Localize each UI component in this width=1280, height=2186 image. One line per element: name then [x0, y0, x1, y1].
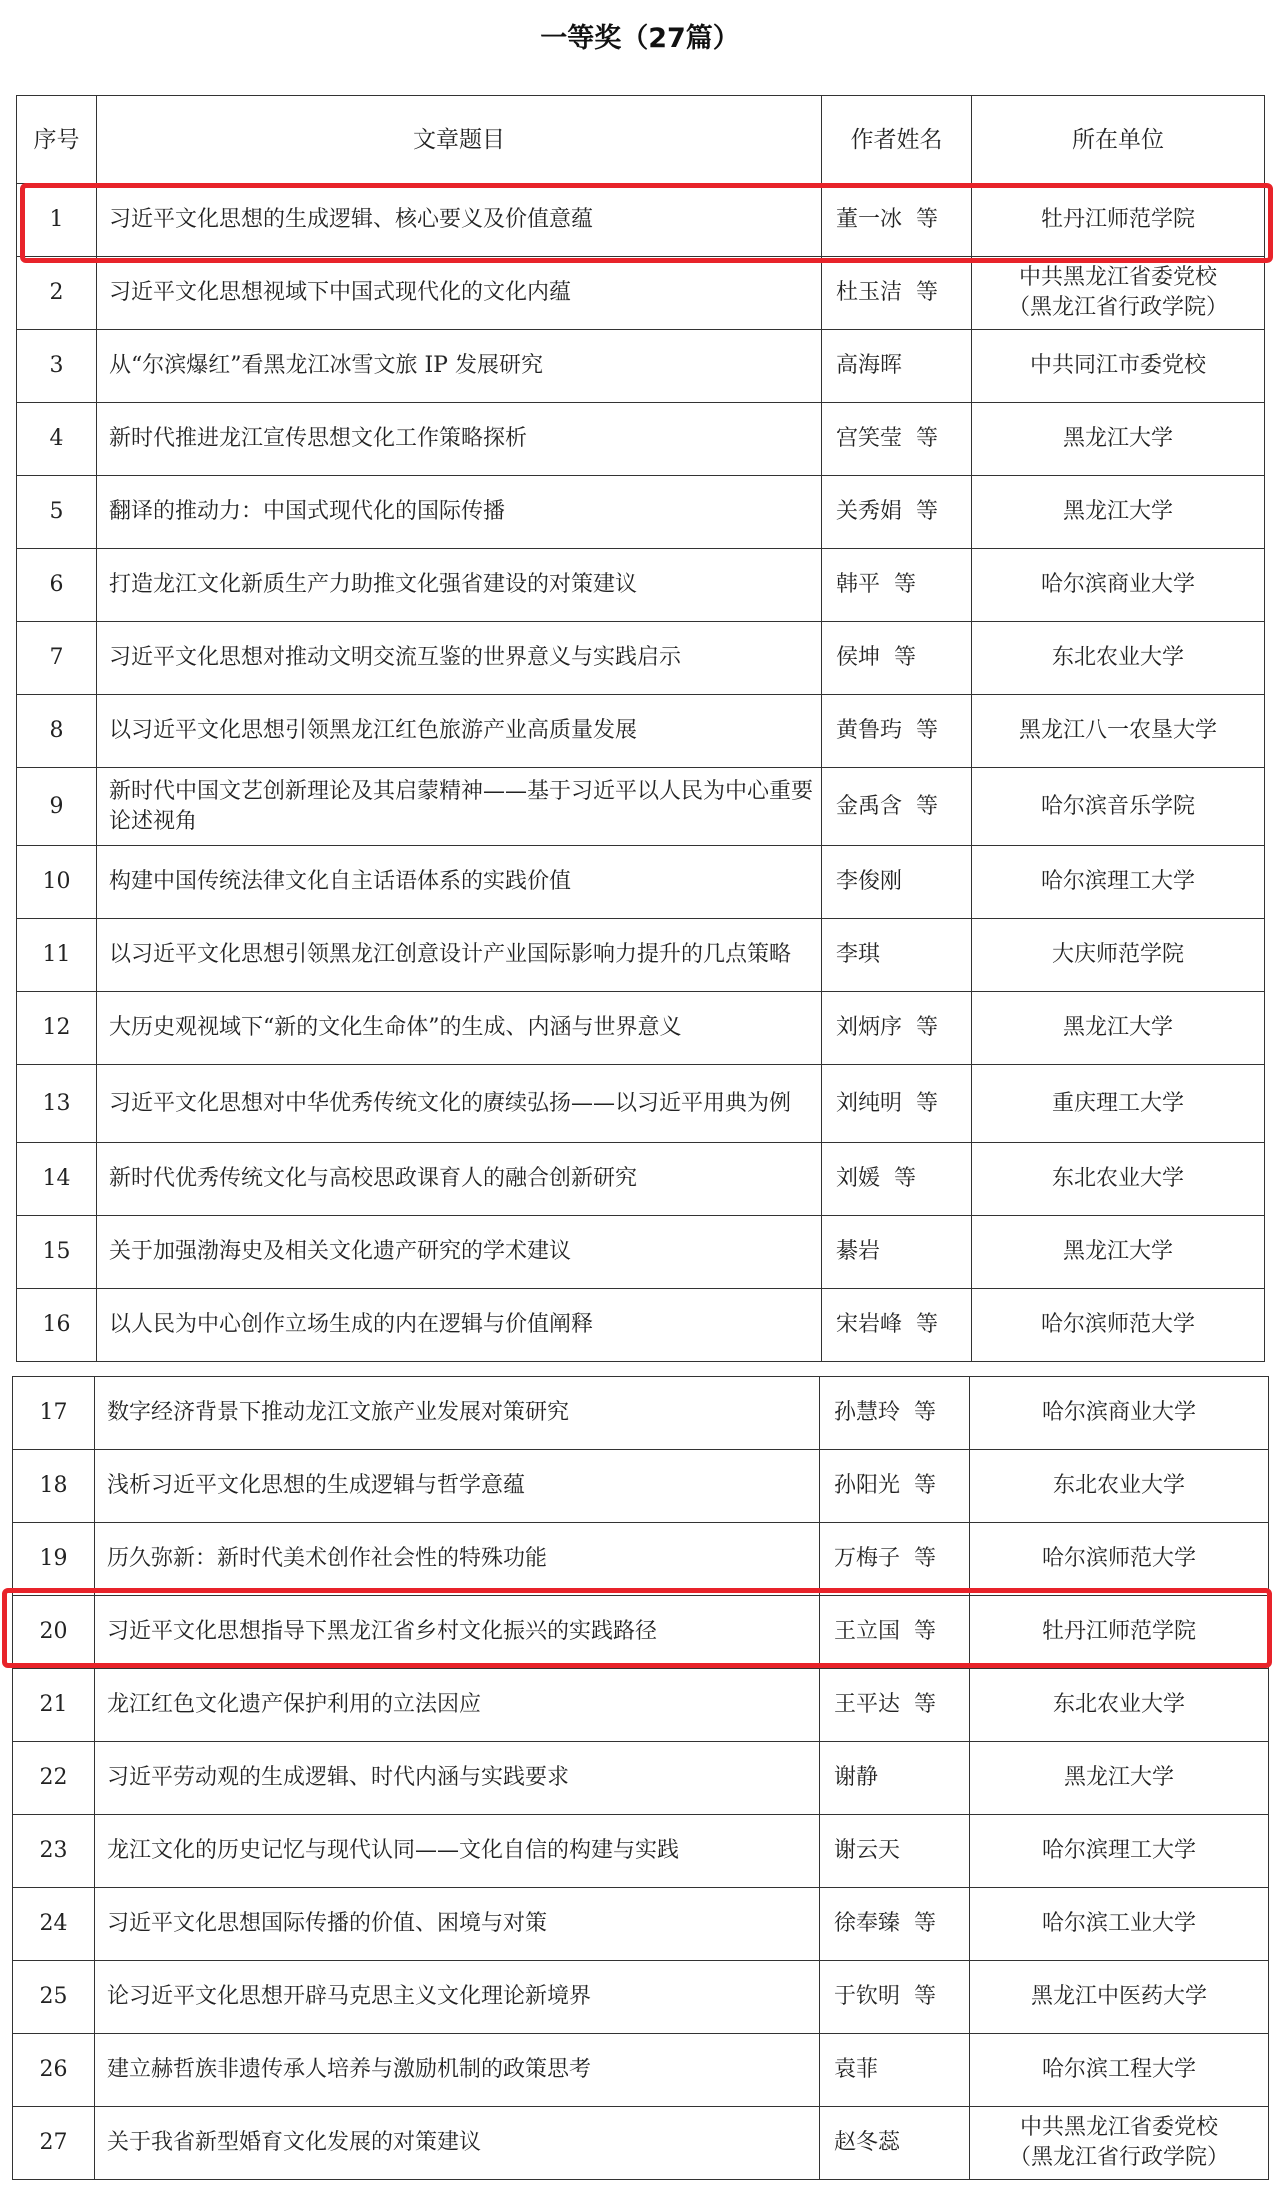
article-title: 以习近平文化思想引领黑龙江红色旅游产业高质量发展: [97, 695, 822, 768]
article-title: 习近平文化思想指导下黑龙江省乡村文化振兴的实践路径: [95, 1596, 820, 1669]
affiliation: 哈尔滨师范大学: [972, 1289, 1265, 1362]
table-row: [13, 1961, 1269, 2034]
row-number: 21: [13, 1669, 95, 1742]
table-row: [17, 768, 1265, 846]
row-number: 9: [17, 768, 97, 846]
affiliation: 黑龙江大学: [972, 992, 1265, 1065]
awards-table-part-2: [12, 1376, 1269, 2180]
article-title: 关于我省新型婚育文化发展的对策建议: [95, 2107, 820, 2180]
article-title: 习近平文化思想对推动文明交流互鉴的世界意义与实践启示: [97, 622, 822, 695]
affiliation: 黑龙江中医药大学: [970, 1961, 1269, 2034]
affiliation: 哈尔滨理工大学: [970, 1815, 1269, 1888]
row-number: 11: [17, 919, 97, 992]
row-number: 6: [17, 549, 97, 622]
article-title: 翻译的推动力：中国式现代化的国际传播: [97, 476, 822, 549]
affiliation: 黑龙江大学: [970, 1742, 1269, 1815]
author-name: 董一冰 等: [822, 184, 972, 257]
article-title: 关于加强渤海史及相关文化遗产研究的学术建议: [97, 1216, 822, 1289]
author-name: 李琪: [822, 919, 972, 992]
awards-table-part-1: [16, 95, 1265, 1362]
article-title: 构建中国传统法律文化自主话语体系的实践价值: [97, 846, 822, 919]
author-name: 金禹含 等: [822, 768, 972, 846]
affiliation: 黑龙江大学: [972, 403, 1265, 476]
article-title: 习近平文化思想视域下中国式现代化的文化内蕴: [97, 257, 822, 330]
row-number: 13: [17, 1065, 97, 1143]
author-name: 万梅子 等: [820, 1523, 970, 1596]
table-row: [13, 1596, 1269, 1669]
table-row: [17, 695, 1265, 768]
affiliation: 哈尔滨师范大学: [970, 1523, 1269, 1596]
row-number: 7: [17, 622, 97, 695]
article-title: 打造龙江文化新质生产力助推文化强省建设的对策建议: [97, 549, 822, 622]
table-row: [13, 1377, 1269, 1450]
table-row: [17, 622, 1265, 695]
table-row: [17, 919, 1265, 992]
affiliation: 大庆师范学院: [972, 919, 1265, 992]
affiliation: 哈尔滨音乐学院: [972, 768, 1265, 846]
affiliation: 哈尔滨商业大学: [972, 549, 1265, 622]
article-title: 龙江红色文化遗产保护利用的立法因应: [95, 1669, 820, 1742]
row-number: 22: [13, 1742, 95, 1815]
author-name: 李俊刚: [822, 846, 972, 919]
article-title: 新时代中国文艺创新理论及其启蒙精神——基于习近平以人民为中心重要论述视角: [97, 768, 822, 846]
row-number: 16: [17, 1289, 97, 1362]
author-name: 韩平 等: [822, 549, 972, 622]
row-number: 24: [13, 1888, 95, 1961]
row-number: 15: [17, 1216, 97, 1289]
table-row: [17, 1216, 1265, 1289]
author-name: 赵冬蕊: [820, 2107, 970, 2180]
author-name: 王平达 等: [820, 1669, 970, 1742]
article-title: 浅析习近平文化思想的生成逻辑与哲学意蕴: [95, 1450, 820, 1523]
row-number: 10: [17, 846, 97, 919]
author-name: 孙阳光 等: [820, 1450, 970, 1523]
row-number: 5: [17, 476, 97, 549]
affiliation: 中共黑龙江省委党校 （黑龙江省行政学院）: [972, 257, 1265, 330]
row-number: 4: [17, 403, 97, 476]
article-title: 论习近平文化思想开辟马克思主义文化理论新境界: [95, 1961, 820, 2034]
affiliation: 中共黑龙江省委党校 （黑龙江省行政学院）: [970, 2107, 1269, 2180]
author-name: 徐奉臻 等: [820, 1888, 970, 1961]
row-number: 20: [13, 1596, 95, 1669]
row-number: 2: [17, 257, 97, 330]
table-row: [17, 1143, 1265, 1216]
article-title: 习近平文化思想对中华优秀传统文化的赓续弘扬——以习近平用典为例: [97, 1065, 822, 1143]
article-title: 龙江文化的历史记忆与现代认同——文化自信的构建与实践: [95, 1815, 820, 1888]
author-name: 刘炳序 等: [822, 992, 972, 1065]
affiliation: 牡丹江师范学院: [972, 184, 1265, 257]
row-number: 19: [13, 1523, 95, 1596]
article-title: 新时代推进龙江宣传思想文化工作策略探析: [97, 403, 822, 476]
author-name: 黄鲁玙 等: [822, 695, 972, 768]
table-row: [17, 257, 1265, 330]
row-number: 23: [13, 1815, 95, 1888]
table-row: [13, 1450, 1269, 1523]
affiliation: 东北农业大学: [970, 1450, 1269, 1523]
author-name: 宫笑莹 等: [822, 403, 972, 476]
row-number: 14: [17, 1143, 97, 1216]
author-name: 谢静: [820, 1742, 970, 1815]
header-unit: 所在单位: [972, 96, 1265, 184]
table-row: [17, 992, 1265, 1065]
table-row: [17, 549, 1265, 622]
table-row: [13, 1669, 1269, 1742]
table-row: [13, 2107, 1269, 2180]
author-name: 宋岩峰 等: [822, 1289, 972, 1362]
table-row: [13, 2034, 1269, 2107]
header-author: 作者姓名: [822, 96, 972, 184]
author-name: 王立国 等: [820, 1596, 970, 1669]
table-row: [17, 476, 1265, 549]
author-name: 杜玉洁 等: [822, 257, 972, 330]
table-row: [17, 184, 1265, 257]
header-title: 文章题目: [97, 96, 822, 184]
row-number: 26: [13, 2034, 95, 2107]
affiliation: 黑龙江大学: [972, 476, 1265, 549]
article-title: 习近平文化思想的生成逻辑、核心要义及价值意蕴: [97, 184, 822, 257]
author-name: 刘媛 等: [822, 1143, 972, 1216]
affiliation: 中共同江市委党校: [972, 330, 1265, 403]
affiliation: 哈尔滨商业大学: [970, 1377, 1269, 1450]
author-name: 刘纯明 等: [822, 1065, 972, 1143]
table-header-row: [17, 96, 1265, 184]
row-number: 8: [17, 695, 97, 768]
row-number: 17: [13, 1377, 95, 1450]
affiliation: 哈尔滨工业大学: [970, 1888, 1269, 1961]
header-no: 序号: [17, 96, 97, 184]
article-title: 新时代优秀传统文化与高校思政课育人的融合创新研究: [97, 1143, 822, 1216]
row-number: 3: [17, 330, 97, 403]
affiliation: 哈尔滨工程大学: [970, 2034, 1269, 2107]
table-row: [17, 1289, 1265, 1362]
table-row: [17, 1065, 1265, 1143]
article-title: 历久弥新：新时代美术创作社会性的特殊功能: [95, 1523, 820, 1596]
table-row: [13, 1888, 1269, 1961]
author-name: 关秀娟 等: [822, 476, 972, 549]
row-number: 1: [17, 184, 97, 257]
author-name: 綦岩: [822, 1216, 972, 1289]
table-row: [17, 846, 1265, 919]
article-title: 大历史观视域下“新的文化生命体”的生成、内涵与世界意义: [97, 992, 822, 1065]
table-row: [13, 1523, 1269, 1596]
article-title: 建立赫哲族非遗传承人培养与激励机制的政策思考: [95, 2034, 820, 2107]
table-row: [17, 330, 1265, 403]
article-title: 以习近平文化思想引领黑龙江创意设计产业国际影响力提升的几点策略: [97, 919, 822, 992]
row-number: 25: [13, 1961, 95, 2034]
row-number: 18: [13, 1450, 95, 1523]
article-title: 数字经济背景下推动龙江文旅产业发展对策研究: [95, 1377, 820, 1450]
affiliation: 东北农业大学: [972, 1143, 1265, 1216]
author-name: 孙慧玲 等: [820, 1377, 970, 1450]
table-row: [17, 403, 1265, 476]
affiliation: 黑龙江八一农垦大学: [972, 695, 1265, 768]
author-name: 高海晖: [822, 330, 972, 403]
affiliation: 东北农业大学: [972, 622, 1265, 695]
article-title: 习近平劳动观的生成逻辑、时代内涵与实践要求: [95, 1742, 820, 1815]
affiliation: 哈尔滨理工大学: [972, 846, 1265, 919]
affiliation: 东北农业大学: [970, 1669, 1269, 1742]
affiliation: 黑龙江大学: [972, 1216, 1265, 1289]
author-name: 于钦明 等: [820, 1961, 970, 2034]
article-title: 以人民为中心创作立场生成的内在逻辑与价值阐释: [97, 1289, 822, 1362]
article-title: 从“尔滨爆红”看黑龙江冰雪文旅 IP 发展研究: [97, 330, 822, 403]
page-title: 一等奖（27篇）: [540, 23, 740, 54]
author-name: 侯坤 等: [822, 622, 972, 695]
affiliation: 牡丹江师范学院: [970, 1596, 1269, 1669]
article-title: 习近平文化思想国际传播的价值、困境与对策: [95, 1888, 820, 1961]
table-row: [13, 1742, 1269, 1815]
row-number: 12: [17, 992, 97, 1065]
table-row: [13, 1815, 1269, 1888]
author-name: 谢云天: [820, 1815, 970, 1888]
row-number: 27: [13, 2107, 95, 2180]
author-name: 袁菲: [820, 2034, 970, 2107]
affiliation: 重庆理工大学: [972, 1065, 1265, 1143]
